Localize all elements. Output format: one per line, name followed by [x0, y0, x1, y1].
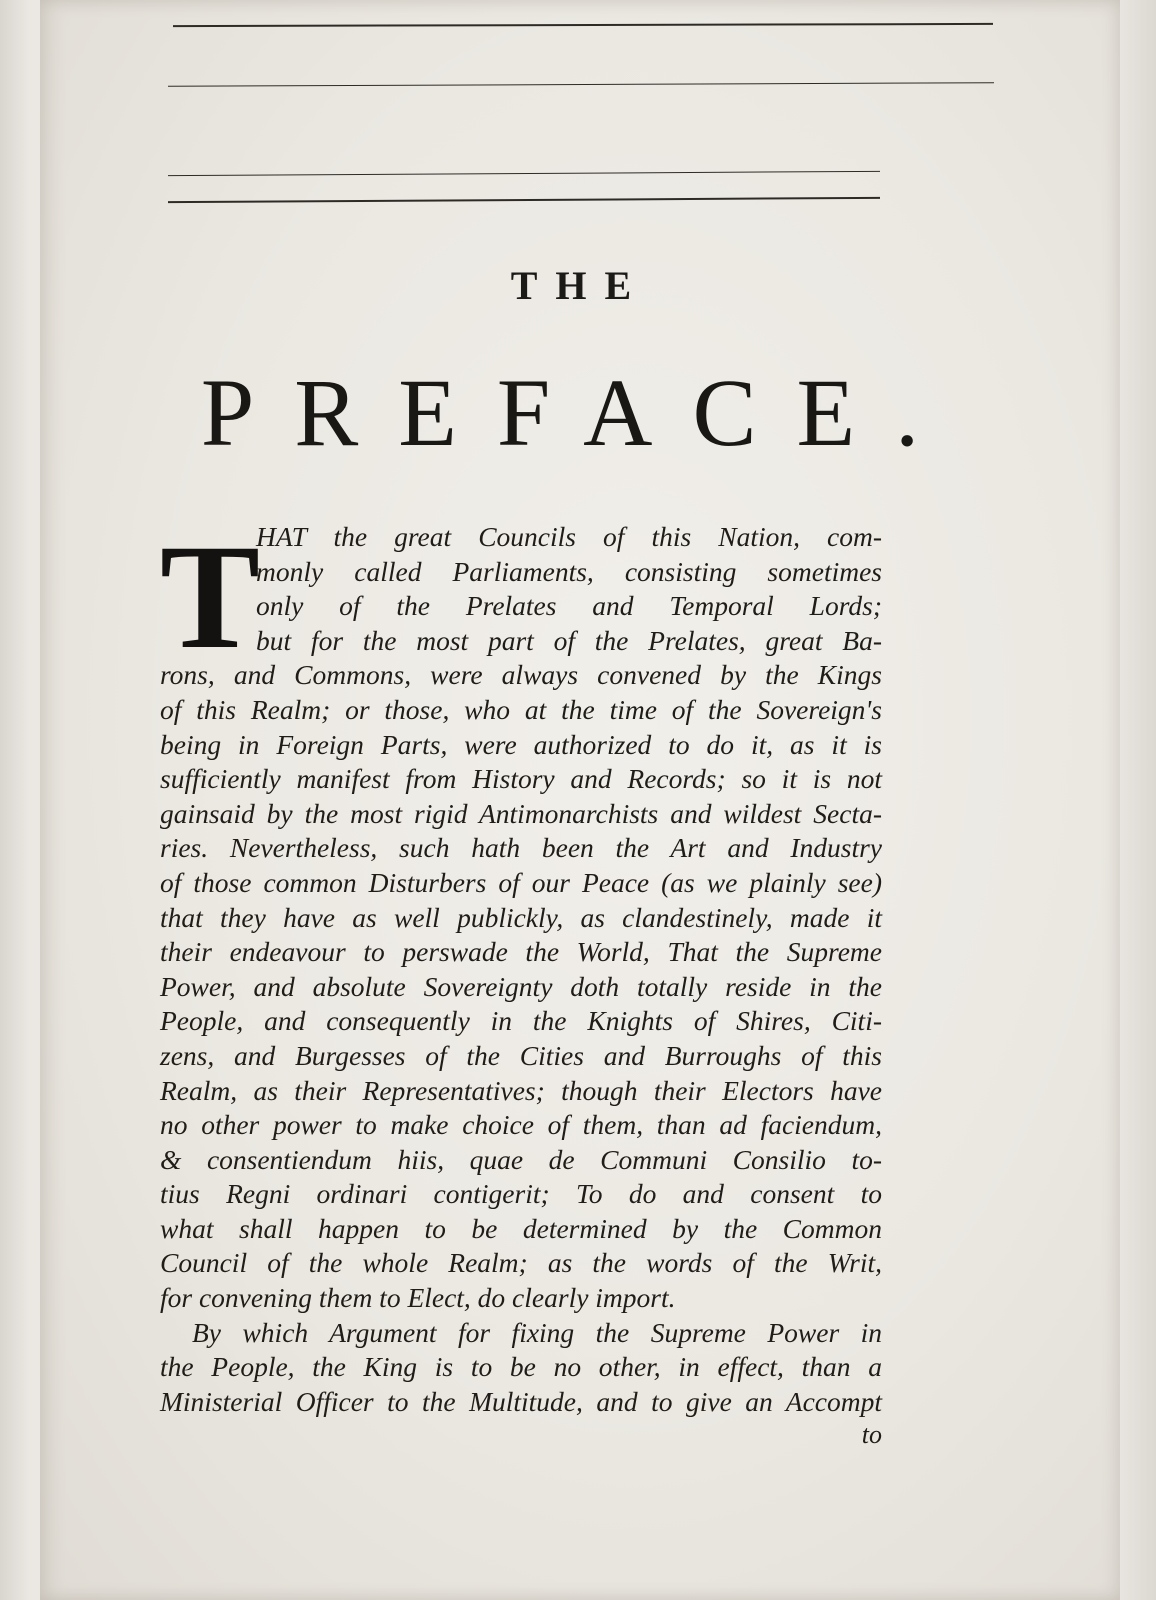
- top-rule-1: [173, 23, 993, 27]
- text-line: no other power to make choice of them, than ad faciendum,: [160, 1109, 882, 1141]
- text-line: Realm, as their Representatives; though their Electors have: [160, 1074, 882, 1106]
- text-line: zens, and Burgesses of the Cities and Burroughs of this: [160, 1039, 882, 1071]
- text-line: tius Regni ordinari contigerit; To do and consent to: [160, 1178, 882, 1210]
- text-line: being in Foreign Parts, were authorized to do it, as it is: [160, 728, 882, 760]
- text-line: rons, and Commons, were always convened by the Kings: [160, 659, 882, 691]
- heading-preface: PREFACE.: [200, 359, 960, 466]
- text-line: sufficiently manifest from History and Records; so it is not: [160, 763, 882, 795]
- text-line: but for the most part of the Prelates, great Ba-: [256, 624, 882, 656]
- text-line: only of the Prelates and Temporal Lords;: [256, 590, 882, 622]
- drop-cap: T: [160, 514, 261, 680]
- top-rule-3: [168, 171, 880, 176]
- text-line: what shall happen to be determined by the Common: [160, 1212, 882, 1244]
- text-line: Council of the whole Realm; as the words of the Writ,: [160, 1247, 882, 1279]
- text-line: gainsaid by the most rigid Antimonarchists and wildest Secta-: [160, 797, 882, 829]
- text-line: for convening them to Elect, do clearly import.: [160, 1282, 676, 1314]
- top-rule-2: [168, 82, 994, 87]
- text-line: & consentiendum hiis, quae de Communi Consilio to-: [160, 1143, 882, 1175]
- text-line: of this Realm; or those, who at the time of the Sovereign's: [160, 693, 882, 725]
- text-line: By which Argument for fixing the Supreme Power in: [192, 1316, 882, 1348]
- text-line: of those common Disturbers of our Peace (as we plainly see): [160, 866, 882, 898]
- text-line: monly called Parliaments, consisting sometimes: [256, 555, 882, 587]
- text-line: HAT the great Councils of this Nation, com-: [256, 521, 882, 552]
- top-rule-4: [168, 197, 880, 203]
- text-line: People, and consequently in the Knights of Shires, Citi-: [160, 1005, 882, 1037]
- book-page: [40, 0, 1120, 1600]
- text-line: ries. Nevertheless, such hath been the Art and Industry: [160, 832, 882, 864]
- catchword: to: [861, 1420, 882, 1449]
- text-line: Power, and absolute Sovereignty doth totally reside in the: [160, 970, 882, 1002]
- preface-text: [160, 514, 882, 1419]
- text-line: the People, the King is to be no other, in effect, than a: [160, 1351, 882, 1383]
- text-line: that they have as well publickly, as clandestinely, made it: [160, 901, 882, 933]
- text-line: Ministerial Officer to the Multitude, and to give an Accompt: [160, 1385, 882, 1417]
- text-line: their endeavour to perswade the World, That the Supreme: [160, 936, 882, 968]
- heading-the: THE: [510, 263, 650, 308]
